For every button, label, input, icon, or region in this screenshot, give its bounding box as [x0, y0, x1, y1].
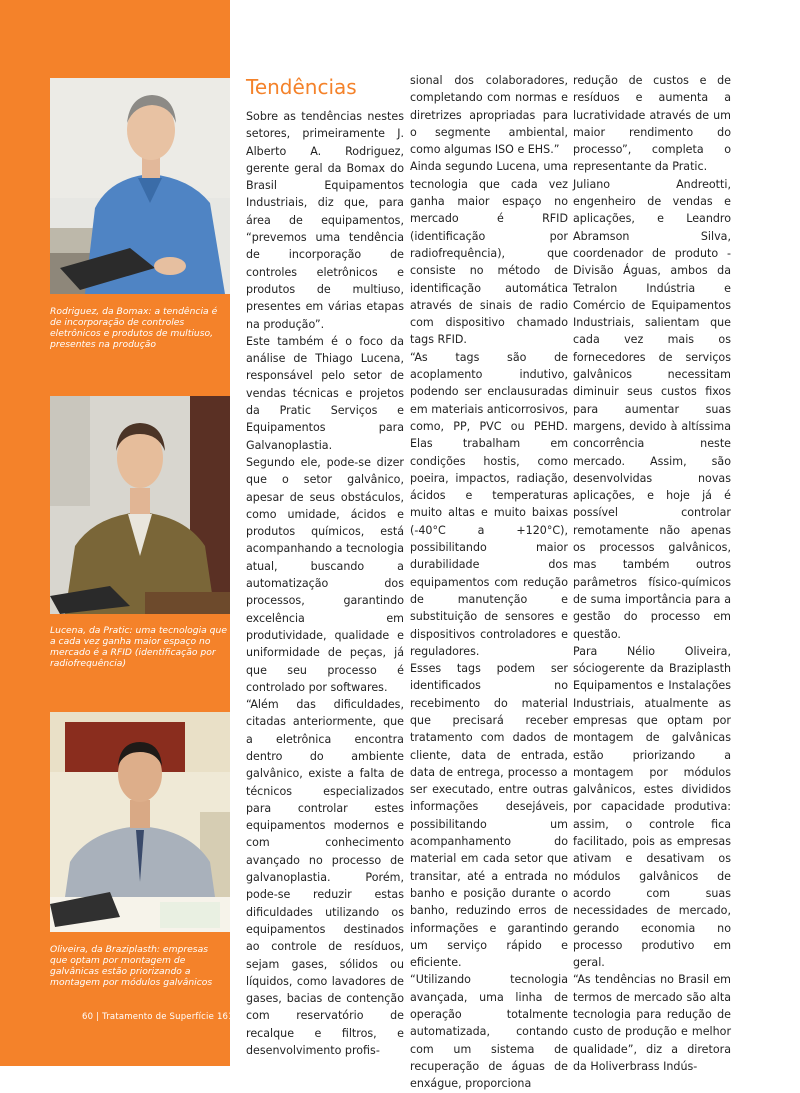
paragraph: Juliano Andreotti, engenheiro de vendas e aplicações, e Leandro Abramson Silva, coordenador de produto - Divisão Águas, ambos da Tetralon Indústria e Comércio de Equipamentos Industriais, salientam que cada vez mais os fornecedores de serviços galvânicos necessitam diminuir seus custos fixos para aumentar suas margens, devido à altíssima concorrência neste mercado. Assim, são desenvolvidas novas aplicações, e hoje já é possível controlar remotamente não apenas os processos galvânicos, mas também outros parâmetros físico-químicos de suma importância para a gestão do processo em questão.: [573, 177, 731, 641]
page-folio: 60 | Tratamento de Superfície 161: [82, 1012, 234, 1022]
paragraph: Ainda segundo Lucena, uma tecnologia que cada vez ganha maior espaço no mercado é RFID (identificação por radiofrequência), que consiste no método de identificação automática através de sinais de radio com dispositivo chamado tags RFID.: [410, 160, 568, 347]
paragraph: “Além das dificuldades, citadas anteriormente, que a eletrônica encontra dentro do ambiente galvânico, existe a falta de técnicos especializados para controlar estes equipamentos modernos e com conhecimento avançado no processo de galvanoplastia. Porém, pode-se reduzir estas dificuldades utilizando os equipamentos destinados ao controle de resíduos, sejam gases, sólidos ou líquidos, como lavadores de gases, bacias de contenção com reservatório de recalque e filtros, e desenvolvimento profis-: [246, 698, 404, 1058]
photo-lucena: [50, 396, 230, 614]
paragraph: Sobre as tendências nestes setores, primeiramente J. Alberto A. Rodriguez, gerente geral da Bomax do Brasil Equipamentos Industriais, diz que, para área de equipamentos, “prevemos uma tendência de incorporação de controles eletrônicos e produtos de multiuso, presentes em várias etapas na produção”.: [246, 110, 404, 331]
text-column-3: [573, 72, 731, 1075]
section-heading: Tendências: [246, 75, 357, 99]
caption-oliveira: Oliveira, da Braziplasth: empresas que optam por montagem de galvânicas estão priorizando a montagem por módulos galvânicos: [50, 944, 213, 988]
paragraph: Segundo ele, pode-se dizer que o setor galvânico, apesar de seus obstáculos, como umidade, ácidos e produtos químicos, está acompanhando a tecnologia atual, buscando a automatização dos processos, garantindo excelência em produtividade, qualidade e uniformidade de peças, já que seu processo é controlado por softwares.: [246, 455, 404, 694]
photo-rodriguez: [50, 78, 230, 294]
paragraph: sional dos colaboradores, completando com normas e diretrizes apropriadas para o segmente ambiental, como algumas ISO e EHS.”: [410, 74, 568, 157]
paragraph: “As tendências no Brasil em termos de mercado são alta tecnologia para redução de custo de produção e melhor qualidade”, diz a diretora da Holiverbrass Indús-: [573, 973, 731, 1073]
text-column-1: [246, 74, 404, 1059]
text-column-2: [410, 72, 568, 1093]
paragraph: “As tags são de acoplamento indutivo, podendo ser enclausuradas em materiais anticorrosivos, como, PP, PVC ou PEHD. Elas trabalham em condições hostis, como poeira, impactos, radiação, ácidos e temperaturas muito altas e muito baixas (-40°C a +120°C), possibilitando maior durabilidade dos equipamentos com redução de manutenção e substituição de sensores e dispositivos controladores e reguladores.: [410, 350, 568, 658]
paragraph: redução de custos e de resíduos e aumenta a lucratividade através de um maior rendimento do processo”, completa o representante da Pratic.: [573, 74, 731, 174]
photo-oliveira: [50, 712, 230, 932]
paragraph: “Utilizando tecnologia avançada, uma linha de operação totalmente automatizada, contando com um sistema de recuperação de águas de enxágue, proporciona: [410, 973, 568, 1091]
caption-rodriguez: Rodriguez, da Bomax: a tendência é de incorporação de controles eletrônicos e produtos de multiuso, presentes na produção: [50, 306, 218, 350]
paragraph: Este também é o foco da análise de Thiago Lucena, responsável pelo setor de vendas técnicas e projetos da Pratic Serviços e Equipamentos para Galvanoplastia.: [246, 334, 404, 452]
caption-lucena: Lucena, da Pratic: uma tecnologia que a cada vez ganha maior espaço no mercado é a RFID (identificação por radiofrequência): [50, 625, 227, 669]
paragraph: Esses tags podem ser identificados no recebimento do material que precisará receber tratamento com dados de cliente, data de entrada, data de entrega, processo a ser executado, entre outras informações desejáveis, possibilitando um acompanhamento do material em cada setor que transitar, até a entrada no banho e posição durante o banho, reduzindo erros de informações e garantindo um serviço rápido e eficiente.: [410, 662, 568, 970]
paragraph: Para Nélio Oliveira, sóciogerente da Braziplasth Equipamentos e Instalações Industriais, atualmente as empresas que optam por montagem de galvânicas estão priorizando a montagem por módulos galvânicos, estes divididos por capacidade produtiva: assim, o controle fica facilitado, pois as empresas ativam e desativam os módulos galvânicos de acordo com suas necessidades de mercado, gerando economia no processo produtivo em geral.: [573, 644, 731, 970]
